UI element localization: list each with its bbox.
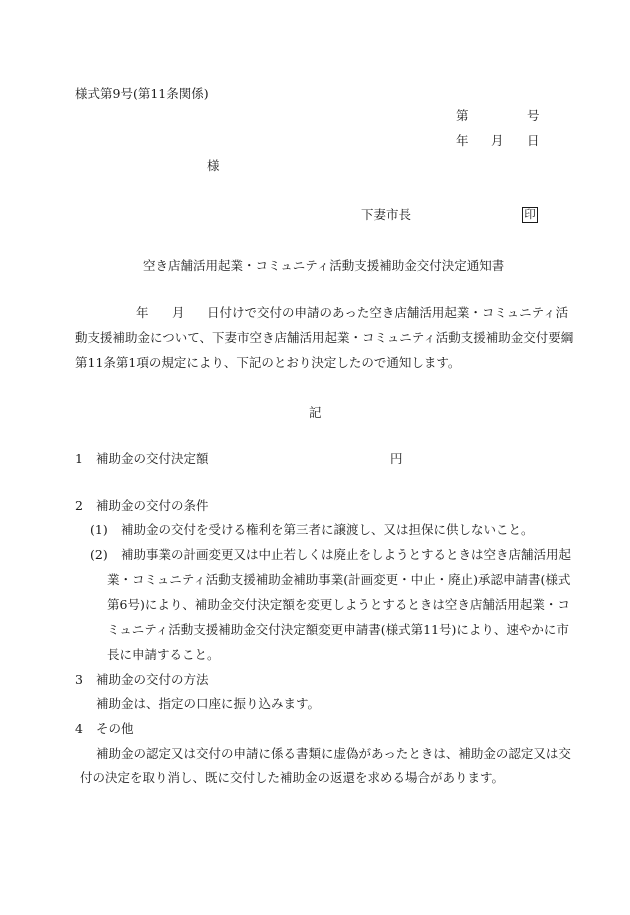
item4-line1: 補助金の認定又は交付の申請に係る書類に虚偽があったときは、補助金の認定又は交 xyxy=(96,746,571,761)
date-month: 月 xyxy=(491,133,504,148)
item4-line2: 付の決定を取り消し、既に交付した補助金の返還を求める場合があります。 xyxy=(80,770,505,785)
item1-unit: 円 xyxy=(390,451,403,466)
item2-sub2-line3: 第6号)により、補助金交付決定額を変更しようとするときは空き店舗活用起業・コ xyxy=(107,597,570,612)
intro-year: 年 xyxy=(136,305,149,320)
ki-heading: 記 xyxy=(309,405,322,420)
item4-number: 4 xyxy=(75,721,83,736)
doc-number-suffix: 号 xyxy=(527,108,540,123)
item2-sub2-line1: 補助事業の計画変更又は中止若しくは廃止をしようとするときは空き店舗活用起 xyxy=(121,547,572,562)
item3-label: 補助金の交付の方法 xyxy=(96,672,209,687)
item2-sub2-line5: 長に申請すること。 xyxy=(107,647,220,662)
item3-number: 3 xyxy=(75,672,83,687)
date-year: 年 xyxy=(456,133,469,148)
item2-number: 2 xyxy=(75,498,83,513)
form-number: 様式第9号(第11条関係) xyxy=(75,86,209,101)
date-day: 日 xyxy=(527,133,540,148)
document-title: 空き店舗活用起業・コミュニティ活動支援補助金交付決定通知書 xyxy=(143,258,505,273)
addressee-suffix: 様 xyxy=(207,158,220,173)
item2-label: 補助金の交付の条件 xyxy=(96,498,209,513)
item2-sub2-number: (2) xyxy=(90,547,108,562)
item2-sub2-line4: ミュニティ活動支援補助金交付決定額変更申請書(様式第11号)により、速やかに市 xyxy=(107,622,569,637)
issuer-name: 下妻市長 xyxy=(361,207,412,222)
intro-line1: 日付けで交付の申請のあった空き店舗活用起業・コミュニティ活 xyxy=(207,305,569,320)
item1-number: 1 xyxy=(75,451,83,466)
seal-mark: 印 xyxy=(522,207,538,223)
item4-label: その他 xyxy=(96,721,134,736)
item3-text: 補助金は、指定の口座に振り込みます。 xyxy=(96,696,321,711)
item2-sub2-line2: 業・コミュニティ活動支援補助金補助事業(計画変更・中止・廃止)承認申請書(様式 xyxy=(107,572,571,587)
item2-sub1-text: 補助金の交付を受ける権利を第三者に譲渡し、又は担保に供しないこと。 xyxy=(121,522,534,537)
intro-month: 月 xyxy=(172,305,185,320)
item2-sub1-number: (1) xyxy=(90,522,108,537)
item1-label: 補助金の交付決定額 xyxy=(96,451,209,466)
intro-line2: 動支援補助金について、下妻市空き店舗活用起業・コミュニティ活動支援補助金交付要綱 xyxy=(75,330,574,345)
intro-line3: 第11条第1項の規定により、下記のとおり決定したので通知します。 xyxy=(75,355,461,370)
doc-number-prefix: 第 xyxy=(456,108,469,123)
